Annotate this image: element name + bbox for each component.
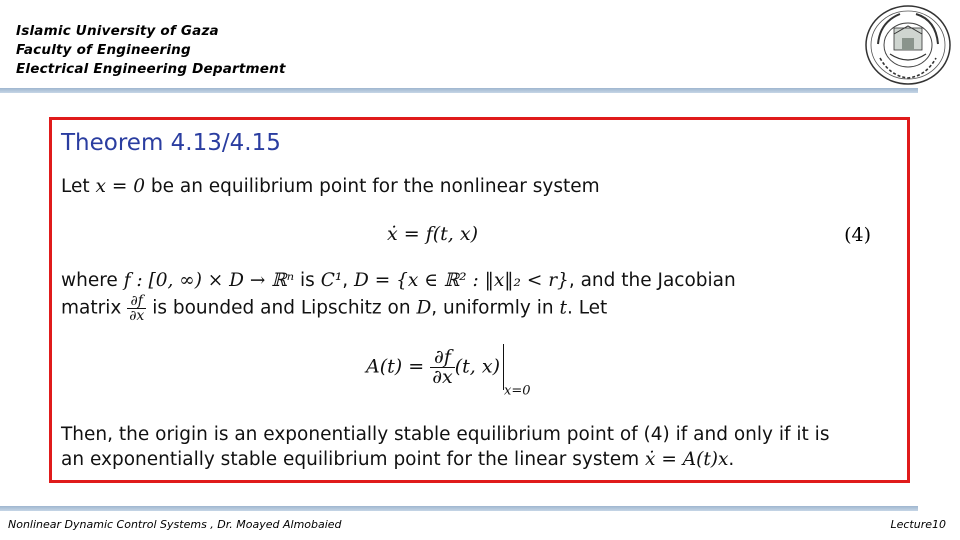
jacobian-definition: A(t) = $\frac{\partial f}{\partial x}$ (t, $x)_{x=0}$ xyxy=(366,345,531,399)
theorem-conclusion-line2: an exponentially stable equilibrium point for the linear system ẋ = A(t)x. xyxy=(61,449,735,470)
institution-header xyxy=(16,22,286,79)
header-divider xyxy=(0,88,918,93)
faculty-name: Faculty of Engineering xyxy=(16,42,191,58)
theorem-matrix-line: matrix $\frac{\partial f}{\partial x}$ is bounded and Lipschitz on D, uniformly in t. Let xyxy=(61,293,608,324)
theorem-where-line: where f : [0, ∞) × D → ℝⁿ is C¹, D = {x ∈ ℝ² : ‖x‖₂ < r}, and the Jacobian xyxy=(61,270,736,291)
equation-number: (4) xyxy=(844,224,871,246)
footer-divider xyxy=(0,506,918,511)
department-name: Electrical Engineering Department xyxy=(16,61,286,77)
theorem-conclusion-line1: Then, the origin is an exponentially stable equilibrium point of (4) if and only if it is xyxy=(61,424,830,445)
theorem-title: Theorem 4.13/4.15 xyxy=(61,130,281,156)
jacobian-fraction: $\frac{\partial f}{\partial x}$ xyxy=(129,293,145,324)
university-name: Islamic University of Gaza xyxy=(16,23,219,39)
system-equation: ẋ = f(t, x) xyxy=(387,223,479,245)
university-seal-logo xyxy=(864,4,952,86)
theorem-box xyxy=(49,117,910,483)
theorem-intro: Let x = 0 be an equilibrium point for the nonlinear system xyxy=(61,176,600,197)
course-footer: Nonlinear Dynamic Control Systems , Dr. Moayed Almobaied xyxy=(8,518,342,531)
lecture-number: Lecture10 xyxy=(890,518,946,531)
